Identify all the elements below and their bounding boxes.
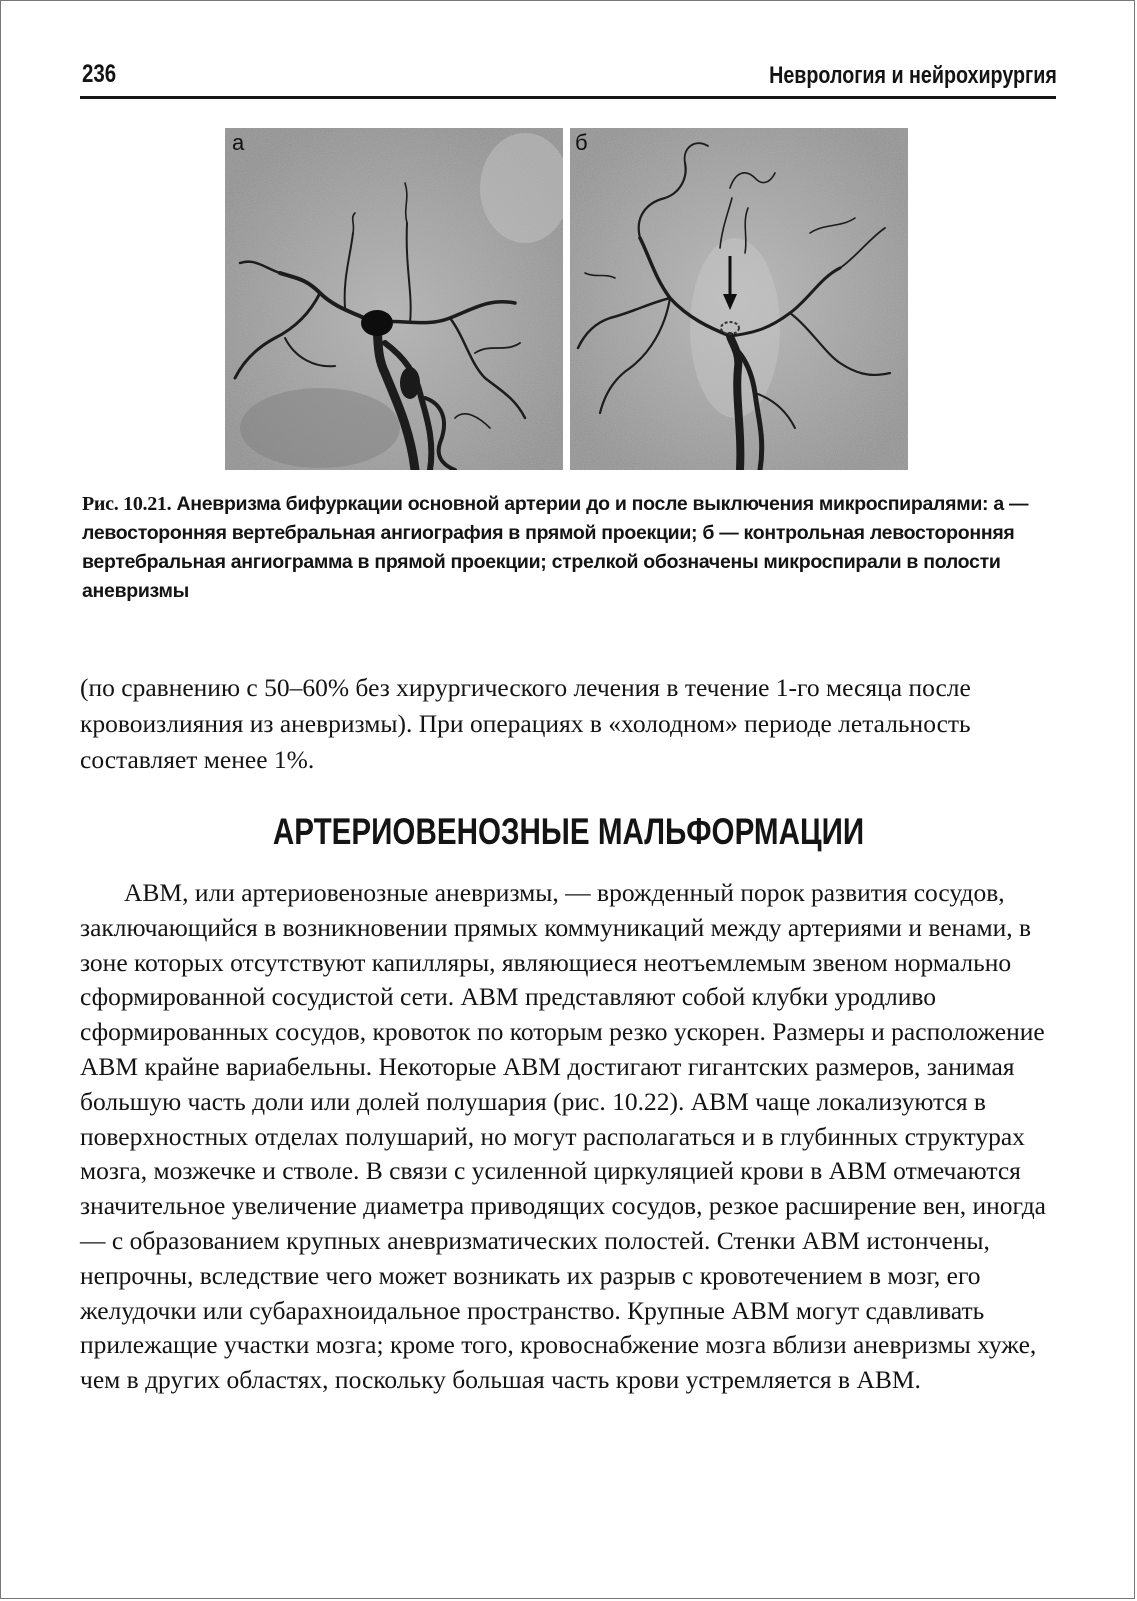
running-title: Неврология и нейрохирургия bbox=[769, 62, 1057, 89]
section-body-paragraph: АВМ, или артериовенозные аневризмы, — врожденный порок развития сосудов, заключающийся в возникновении прямых коммуникаций между артериями и венами, в зоне которых отсутствуют капилляры, являющиеся неотъемлемым звеном нормально сформированной сосудистой сети. АВМ представляют собой клубки уродливо сформированных сосудов, кровоток по которым резко ускорен. Размеры и расположение АВМ крайне вариабельны. Некоторые АВМ достигают гигантских размеров, занимая большую часть доли или долей полушария (рис. 10.22). АВМ чаще локализуются в поверхностных отделах полушарий, но могут располагаться и в глубинных структурах мозга, мозжечке и стволе. В связи с усиленной циркуляцией крови в АВМ отмечаются значительное увеличение диаметра приводящих сосудов, резкое расширение вен, иногда — с образованием крупных аневризматических полостей. Стенки АВМ истончены, непрочны, вследствие чего может возникать их разрыв с кровотечением в мозг, его желудочки или субарахноидальное пространство. Крупные АВМ могут сдавливать прилежащие участки мозга; кроме того, кровоснабжение мозга вблизи аневризмы хуже, чем в других областях, поскольку большая часть крови устремляется в АВМ. bbox=[80, 878, 1046, 1395]
panel-b-letter: б bbox=[575, 130, 588, 155]
header-rule bbox=[80, 96, 1056, 99]
angiogram-a-image bbox=[225, 128, 563, 470]
caption-label: Рис. 10.21. bbox=[82, 493, 172, 515]
angiogram-panel-b bbox=[570, 128, 908, 470]
continuation-paragraph: (по сравнению с 50–60% без хирургического лечения в течение 1-го месяца после кровоизлияния из аневризмы). При операциях в «холодном» периоде летальность составляет менее 1%. bbox=[80, 673, 971, 774]
figure-caption bbox=[82, 490, 1056, 606]
panel-a-letter: а bbox=[232, 130, 245, 155]
caption-text: Аневризма бифуркации основной артерии до и после выключения микроспиралями: а — левосторонняя вертебральная ангиография в прямой проекции; б — контрольная левосторонняя вертебральная ангиограмма в прямой проекции; стрелкой обозначены микроспирали в полости аневризмы bbox=[82, 493, 1029, 602]
angiogram-panel-a bbox=[225, 128, 563, 470]
angiogram-b-image bbox=[570, 128, 908, 470]
section-heading: АРТЕРИОВЕНОЗНЫЕ МАЛЬФОРМАЦИИ bbox=[272, 811, 865, 852]
page-number: 236 bbox=[82, 60, 117, 88]
